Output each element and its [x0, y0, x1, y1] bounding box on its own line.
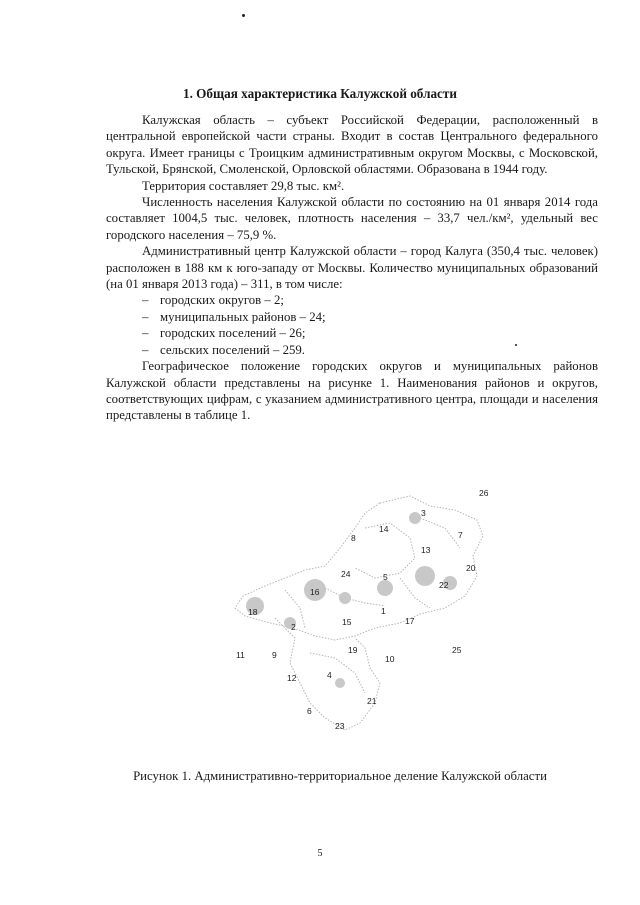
- map-label: 12: [287, 673, 297, 683]
- map-label: 13: [421, 545, 431, 555]
- page-number: 5: [317, 848, 323, 859]
- map-label: 17: [405, 616, 415, 626]
- section-body: [106, 112, 598, 424]
- map-label: 18: [248, 607, 258, 617]
- map-label: 1: [381, 606, 386, 616]
- map-label: 4: [327, 670, 332, 680]
- map-label: 7: [458, 530, 463, 540]
- list-item: – городских поселений – 26;: [106, 325, 598, 341]
- figure-caption: Рисунок 1. Административно-территориальное деление Калужской области: [133, 769, 547, 783]
- map-label: 16: [310, 587, 320, 597]
- municipal-list: [106, 292, 598, 358]
- map-label: 6: [307, 706, 312, 716]
- region-outline: [235, 496, 483, 730]
- map-label: 8: [351, 533, 356, 543]
- paragraph-geography: Географическое положение городских округов и муниципальных районов Калужской области представлены на рисунке 1. Наименования районов и округов, соответствующих цифрам, с указанием административного центра, площади и населения представлены в таблице 1.: [106, 359, 598, 423]
- map-labels: [236, 488, 489, 731]
- scan-speck: [242, 14, 245, 17]
- paragraph-admin-center: Административный центр Калужской области – город Калуга (350,4 тыс. человек) расположен в 188 км к юго-западу от Москвы. Количество муниципальных образований (на 01 января 2013 года) – 311, в том числе:: [106, 244, 598, 292]
- map-label: 5: [383, 572, 388, 582]
- list-item: – сельских поселений – 259.: [106, 342, 598, 358]
- map-label: 2: [291, 622, 296, 632]
- map-label: 3: [421, 508, 426, 518]
- map-label: 22: [439, 580, 449, 590]
- paragraph-territory: Территория составляет 29,8 тыс. км².: [142, 178, 345, 193]
- map-label: 20: [466, 563, 476, 573]
- map-label: 10: [385, 654, 395, 664]
- map-label: 23: [335, 721, 345, 731]
- map-label: 26: [479, 488, 489, 498]
- paragraph-population: Численность населения Калужской области по состоянию на 01 января 2014 года составляет 1004,5 тыс. человек, плотность населения – 33,7 чел./км², удельный вес городского населения – 75,9 %.: [106, 195, 598, 242]
- paragraph-intro: Калужская область – субъект Российской Федерации, расположенный в центральной европейской части страны. Входит в состав Центрального федерального округа. Имеет границы с Троицким административным округом Москвы, с Московской, Тульской, Брянской, Смоленской, Орловской областями. Образована в 1944 году.: [106, 113, 598, 177]
- list-item: – городских округов – 2;: [106, 292, 598, 308]
- map-label: 14: [379, 524, 389, 534]
- map-label: 19: [348, 645, 358, 655]
- section-heading: 1. Общая характеристика Калужской области: [182, 86, 457, 101]
- list-item: – муниципальных районов – 24;: [106, 309, 598, 325]
- map-label: 15: [342, 617, 352, 627]
- region-map: [215, 478, 515, 750]
- map-label: 25: [452, 645, 462, 655]
- map-label: 11: [236, 650, 245, 660]
- map-label: 21: [367, 696, 377, 706]
- map-label: 9: [272, 650, 277, 660]
- map-label: 24: [341, 569, 351, 579]
